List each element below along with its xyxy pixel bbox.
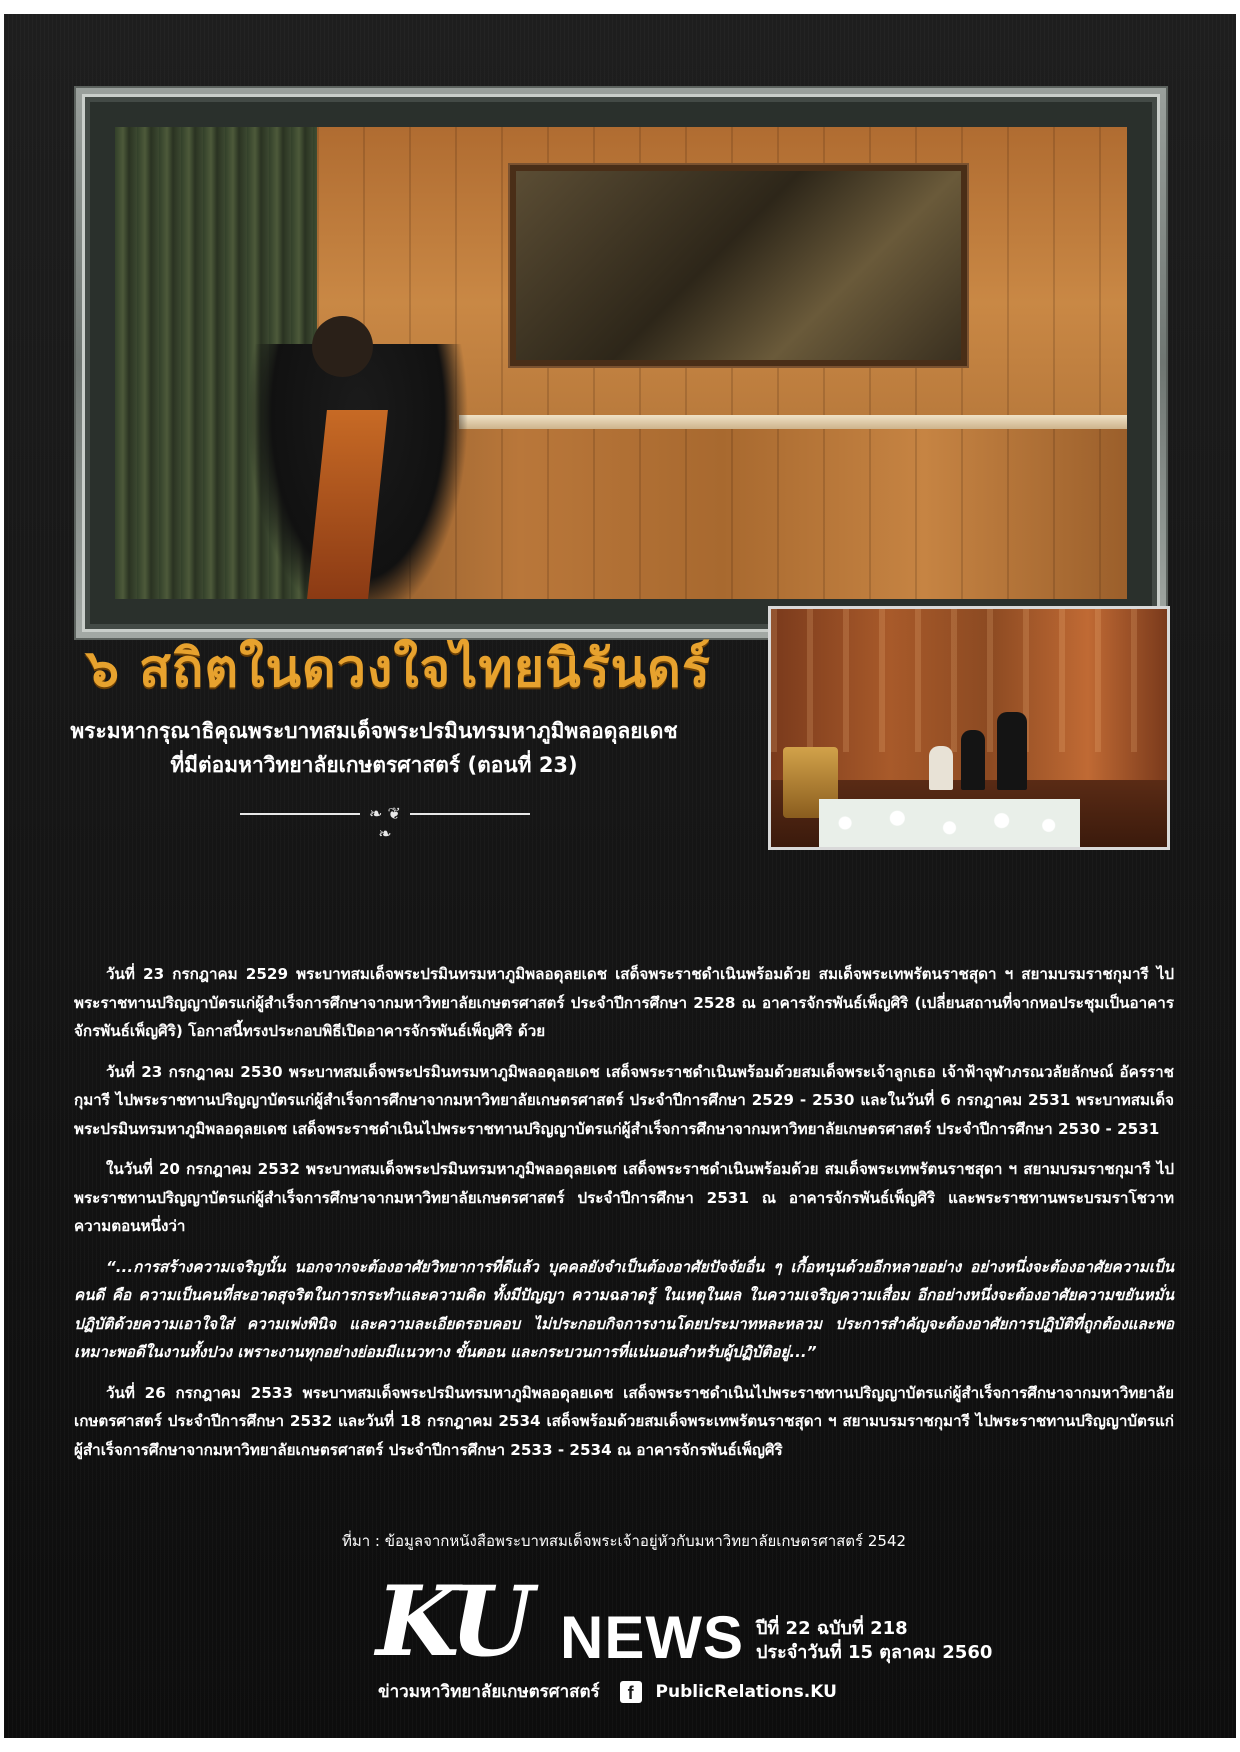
paragraph-2: วันที่ 23 กรกฎาคม 2530 พระบาทสมเด็จพระปรมินทรมหาภูมิพลอดุลยเดช เสด็จพระราชดำเนินพร้อมด้วยสมเด็จพระเจ้าลูกเธอ เจ้าฟ้าจุฬาภรณวลัยลักษณ์ อัครราชกุมารี ไปพระราชทานปริญญาบัตรแก่ผู้สำเร็จการศึกษาจากมหาวิทยาลัยเกษตรศาสตร์ ประจำปีการศึกษา 2529 - 2530 และในวันที่ 6 กรกฎาคม 2531 พระบาทสมเด็จพระปรมินทรมหาภูมิพลอดุลยเดช เสด็จพระราชดำเนินไปพระราชทานปริญญาบัตรแก่ผู้สำเร็จการศึกษาจากมหาวิทยาลัยเกษตรศาสตร์ ประจำปีการศึกษา 2530 - 2531 [74, 1062, 1174, 1138]
issue-date: ประจำวันที่ 15 ตุลาคม 2560 [756, 1642, 993, 1663]
commemorative-plaque [510, 165, 967, 366]
ceremony-photo [768, 606, 1170, 850]
article-title: ๖ สถิตในดวงใจไทยนิรันดร์ [86, 638, 711, 699]
main-photo [115, 127, 1127, 599]
subtitle-line-2: ที่มีต่อมหาวิทยาลัยเกษตรศาสตร์ (ตอนที่ 23) [170, 753, 578, 777]
article-body [74, 960, 1174, 1476]
facebook-icon[interactable]: f [620, 1681, 642, 1703]
ku-logo: KU [376, 1565, 528, 1678]
main-photo-frame-inner [82, 94, 1160, 632]
ornament-divider [240, 804, 530, 843]
issue-number: ปีที่ 22 ฉบับที่ 218 [756, 1618, 908, 1639]
paragraph-1: วันที่ 23 กรกฎาคม 2529 พระบาทสมเด็จพระปรมินทรมหาภูมิพลอดุลยเดช เสด็จพระราชดำเนินพร้อมด้วย สมเด็จพระเทพรัตนราชสุดา ฯ สยามบรมราชกุมารี ไปพระราชทานปริญญาบัตรแก่ผู้สำเร็จการศึกษาจากมหาวิทยาลัยเกษตรศาสตร์ ประจำปีการศึกษา 2528 ณ อาคารจักรพันธ์เพ็ญศิริ (เปลี่ยนสถานที่จากหอประชุมเป็นอาคารจักรพันธ์เพ็ญศิริ) โอกาสนี้ทรงประกอบพิธีเปิดอาคารจักรพันธ์เพ็ญศิริ ด้วย [74, 965, 1174, 1040]
issue-info [756, 1617, 992, 1665]
news-logo: NEWS [560, 1604, 744, 1671]
paragraph-3: ในวันที่ 20 กรกฎาคม 2532 พระบาทสมเด็จพระปรมินทรมหาภูมิพลอดุลยเดช เสด็จพระราชดำเนินพร้อมด้วย สมเด็จพระเทพรัตนราชสุดา ฯ สยามบรมราชกุมารี ไปพระราชทานปริญญาบัตรแก่ผู้สำเร็จการศึกษาจากมหาวิทยาลัยเกษตรศาสตร์ ประจำปีการศึกษา 2531 ณ อาคารจักรพันธ์เพ็ญศิริ และพระราชทานพระบรมราโชวาท ความตอนหนึ่งว่า [74, 1160, 1174, 1235]
source-note: ที่มา : ข้อมูลจากหนังสือพระบาทสมเด็จพระเจ้าอยู่หัวกับมหาวิทยาลัยเกษตรศาสตร์ 2542 [341, 1532, 907, 1550]
flower-arrangement [819, 799, 1080, 847]
main-photo-frame [74, 86, 1168, 640]
facebook-page-link[interactable]: PublicRelations.KU [655, 1682, 837, 1702]
article-subtitle [64, 714, 684, 782]
ornament-glyph: ❧ ❦ ❧ [369, 804, 401, 843]
paragraph-5: วันที่ 26 กรกฎาคม 2533 พระบาทสมเด็จพระปรมินทรมหาภูมิพลอดุลยเดช เสด็จพระราชดำเนินไปพระราชทานปริญญาบัตรแก่ผู้สำเร็จการศึกษาจากมหาวิทยาลัยเกษตรศาสตร์ ประจำปีการศึกษา 2532 และวันที่ 18 กรกฎาคม 2534 เสด็จพร้อมด้วยสมเด็จพระเทพรัตนราชสุดา ฯ สยามบรมราชกุมารี ไปพระราชทานปริญญาบัตรแก่ผู้สำเร็จการศึกษาจากมหาวิทยาลัยเกษตรศาสตร์ ประจำปีการศึกษา 2533 - 2534 ณ อาคารจักรพันธ์เพ็ญศิริ [74, 1383, 1174, 1459]
royal-speech-quote: “...การสร้างความเจริญนั้น นอกจากจะต้องอาศัยวิทยาการที่ดีแล้ว บุคคลยังจำเป็นต้องอาศัยปัจจัยอื่น ๆ เกื้อหนุนด้วยอีกหลายอย่าง อย่างหนึ่งจะต้องอาศัยความเป็นคนดี คือ ความเป็นคนที่สะอาดสุจริตในการกระทำและความคิด ทั้งมีปัญญา ความฉลาดรู้ ในเหตุในผล ในความเจริญความเสื่อม อีกอย่างหนึ่งจะต้องอาศัยความขยันหมั่นปฏิบัติด้วยความเอาใจใส่ ความเพ่งพินิจ และความละเอียดรอบคอบ ไม่ประกอบกิจการงานโดยประมาทหละหลวม ประการสำคัญจะต้องอาศัยการปฏิบัติที่ถูกต้องและพอเหมาะพอดีในงานทั้งปวง เพราะงานทุกอย่างย่อมมีแนวทาง ขั้นตอน และกระบวนการที่แน่นอนสำหรับผู้ปฏิบัติอยู่...” [74, 1257, 1174, 1361]
newsletter-page [4, 14, 1236, 1738]
newsletter-tagline: ข่าวมหาวิทยาลัยเกษตรศาสตร์ [378, 1682, 600, 1702]
footer-tagline [378, 1678, 837, 1705]
subtitle-line-1: พระมหากรุณาธิคุณพระบาทสมเด็จพระปรมินทรมหาภูมิพลอดุลยเดช [70, 719, 678, 743]
